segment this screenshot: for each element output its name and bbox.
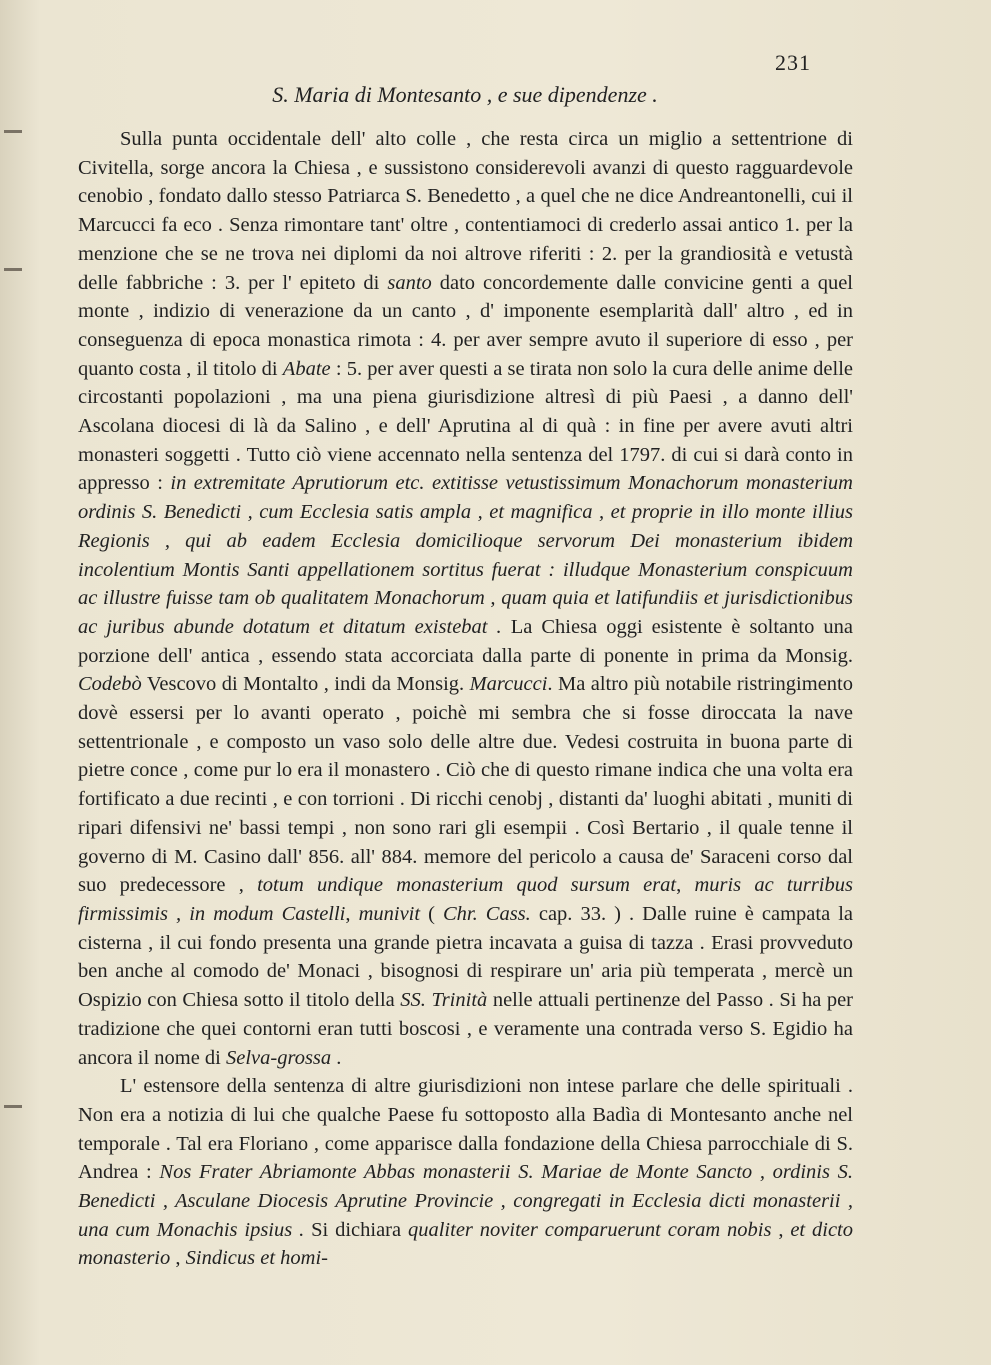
text-run: La Chiesa oggi esistente è soltanto una porzione dell' antica , essendo stata accorciata dalla parte di ponente in prima da Monsig. [78,615,853,667]
text-run: Vescovo di Montalto , indi da Monsig. [141,673,470,696]
italic-run: Codebò [78,673,142,696]
text-run: , [676,874,695,897]
italic-run: Nos Frater Abriamonte Abbas monasterii S. Mariae de Monte Sancto , ordinis S. Benedicti , Asculane Diocesis Aprutine Provincie , congregati in Ecclesia dicti monasterii , una cum Monachis ipsius . [78,1161,854,1241]
italic-run: munivit [358,902,421,925]
italic-run: Sindicus et homi- [185,1247,328,1270]
italic-run: SS. Trinità [400,989,488,1012]
margin-tick [4,268,22,271]
italic-run: totum undique monasterium quod sursum erat [257,874,677,897]
text-run: ( [420,902,443,925]
text-run: Si dichiara [304,1218,408,1241]
italic-run: in extremitate Aprutiorum etc. extitisse vetustissimum Monachorum monasterium ordinis S. Benedicti , cum Ecclesia satis ampla , et magnifica , et proprie in illo monte illius Regionis , qui ab eadem Ecclesia domicilioque servorum Dei monasterium ibidem incolentium Montis Santi appellationem sortitus fuerat : illudque Monasterium conspicuum ac illustre fuisse tam ob qualitatem Monachorum , quam quia et latifundiis et jurisdictionibus ac juribus abunde dotatum et ditatum existebat . [78,472,853,638]
italic-run: qualiter noviter comparuerunt coram nobis [407,1218,772,1241]
italic-run: Selva-grossa [226,1046,332,1069]
italic-run: Marcucci [469,673,548,696]
paragraph-1 [78,125,853,1072]
italic-run: Abate [282,357,331,380]
text-run: . Ma altro più notabile ristringimento dovè essersi per lo avanti operato , poichè mi sembra che si fosse diroccata la nave settentrionale , e composto un vaso solo delle altre due. Vedesi costruita in buona parte di pietre conce , come pur lo era il monastero . Ciò che di questo rimane indica che una volta era fortificato a due recinti , e con torrioni . Di ricchi cenobj , distanti da' luoghi abitati , muniti di ripari difensivi ne' bassi tempi , non sono rari gli esempii . Così Bertario , il quale tenne il governo di M. Casino dall' 856. all' 884. memore del pericolo a causa de' Saraceni corso dal suo predecessore , [78,673,853,897]
margin-tick [4,1105,22,1108]
text-run: L' estensore della sentenza di altre giurisdizioni non intese parlare che delle spirituali . Non era a notizia di lui che qualche Paese fu sottoposto alla Badìa di Montesanto anche nel temporale . Tal era Floriano , come apparisce dalla fondazione della Chiesa parrocchiale di S. Andrea : [78,1075,853,1184]
text-run: Sulla punta occidentale dell' alto colle , che resta circa un miglio a settentrione di Civitella, sorge ancora la Chiesa , e sussistono considerevoli avanzi di questo ragguardevole cenobio , fondato dallo stesso Patriarca S. Benedetto , a quel che ne dice Andreantonelli, cui il Marcucci fa eco . Senza rimontare tant' oltre , contentiamoci di crederlo assai antico 1. per la menzione che se ne trova nei diplomi da noi altrove riferiti : 2. per la grandiosità e vetustà delle fabbriche : 3. per l' epiteto di [78,128,853,294]
page-number: 231 [775,50,811,75]
running-head: S. Maria di Montesanto , e sue dipendenze . [272,82,658,107]
text-run: dato concordemente dalle convicine genti a quel monte , indizio di venerazione da un canto , d' imponente esemplarità dall' altro , ed in conseguenza di epoca monastica rimota : 4. per aver sempre avuto il superiore di esso , per quanto costa , il titolo di [78,271,853,380]
paragraph-2 [78,1072,853,1273]
text-run: , [170,1247,186,1270]
italic-run: santo [387,271,432,294]
text-run: : 5. per aver questi a se tirata non solo la cura delle anime delle circostanti popolazioni , ma una piena giurisdizione altresì di più Paesi , a danno dell' Ascolana diocesi di là da Salino , e dell' Aprutina al di quà : in fine per avere avuti altri monasteri soggetti . Tutto ciò viene accennato nella sentenza del 1797. di cui si darà conto in appresso : [78,357,853,495]
italic-run: muris ac turribus firmissimis , in modum Castelli [78,874,853,925]
body-text [78,125,853,1273]
binding-margin [0,0,40,1365]
text-run: . [331,1046,342,1069]
text-run: , [345,902,359,925]
text-run: nelle attuali pertinenze del Passo . Si ha per tradizione che quei contorni eran tutti boscosi , e veramente una contrada verso S. Egidio ha ancora il nome di [78,989,853,1069]
text-run: , [771,1218,791,1241]
italic-run: Chr. Cass. [442,902,531,925]
margin-tick [4,130,22,133]
text-run: cap. 33. ) . Dalle ruine è campata la cisterna , il cui fondo presenta una grande pietra incavata a guisa di tazza . Erasi provveduto ben anche al comodo de' Monaci , bisognosi di respirare un' aria più temperata , mercè un Ospizio con Chiesa sotto il titolo della [78,902,854,1012]
italic-run: et dicto monasterio [78,1218,853,1270]
